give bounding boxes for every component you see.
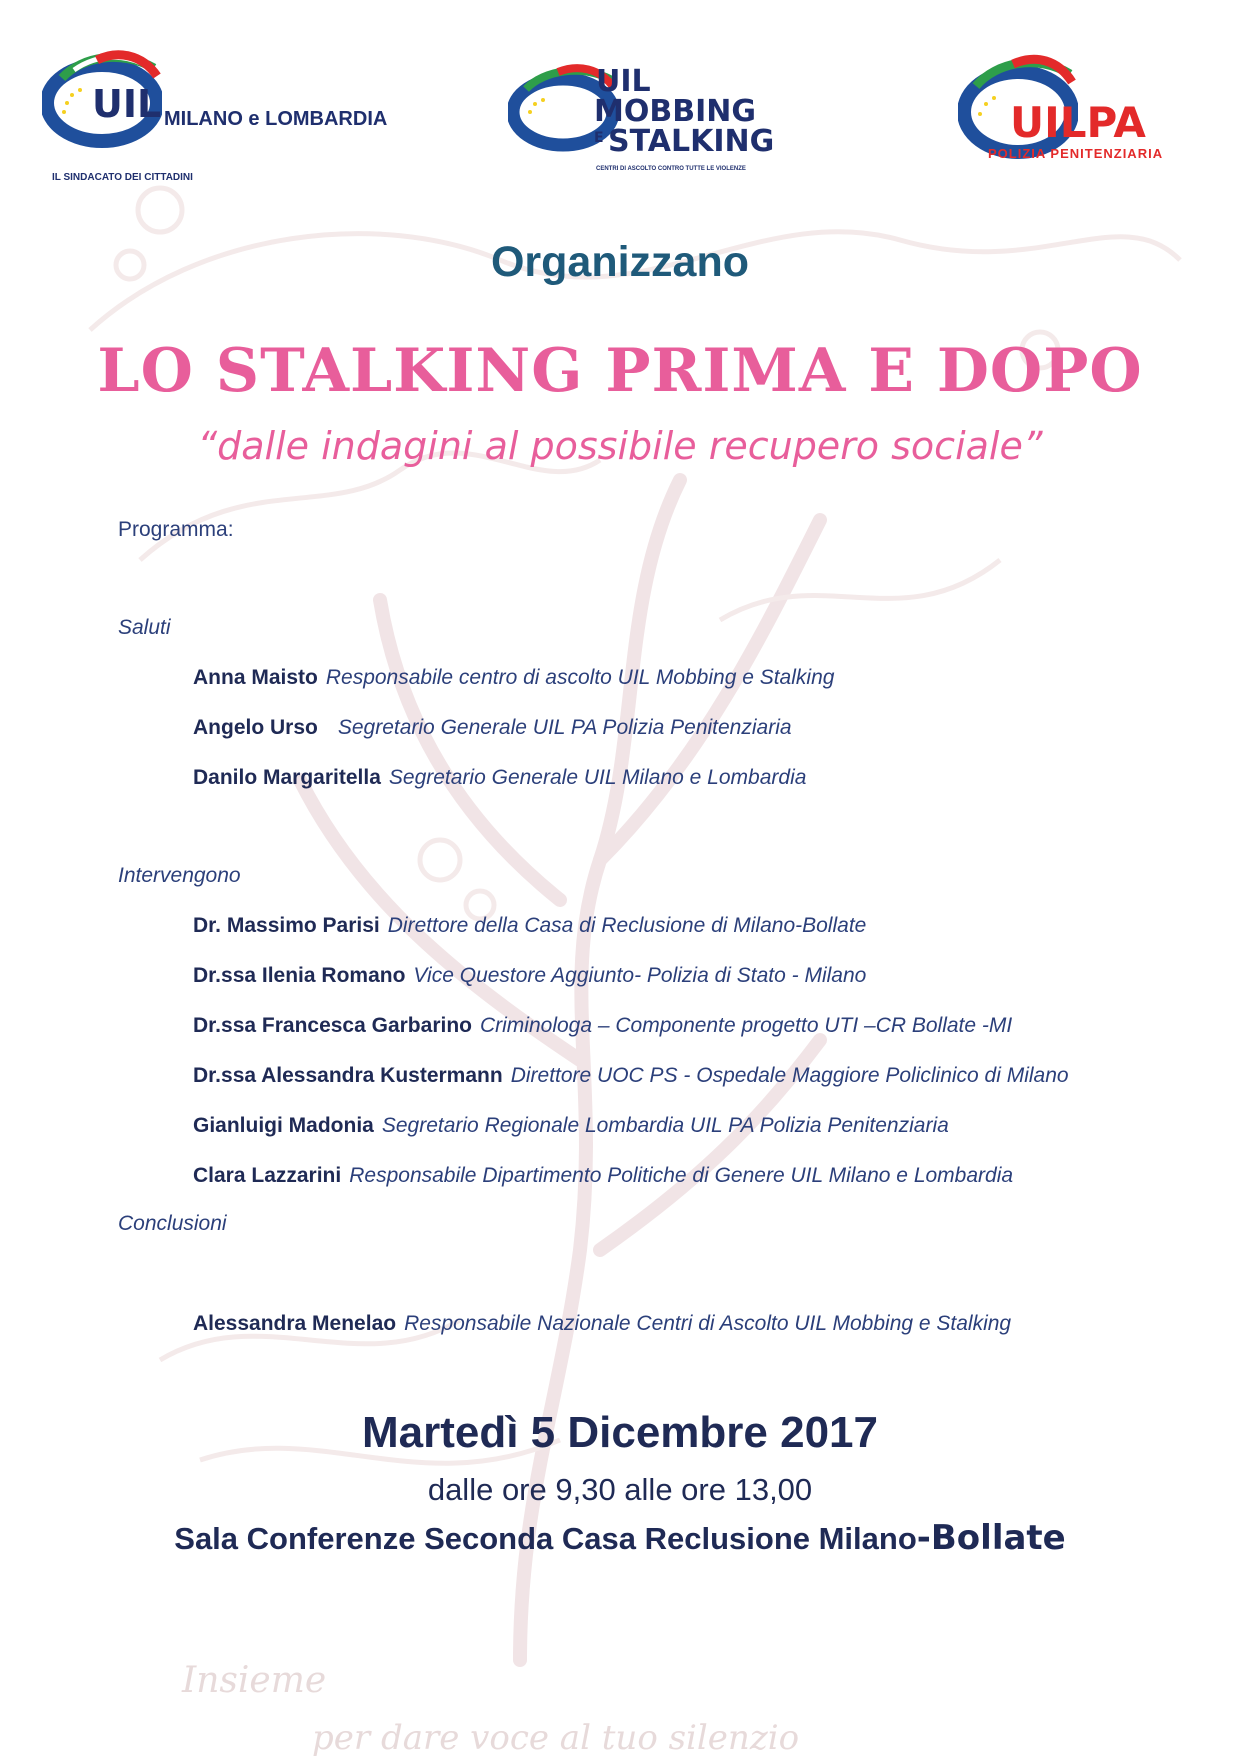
- speaker-name: Clara Lazzarini: [193, 1164, 342, 1187]
- speaker-row: [193, 1312, 1011, 1336]
- venue-name: Sala Conferenze Seconda Casa Reclusione Milano: [174, 1521, 917, 1556]
- speaker-role: Direttore della Casa di Reclusione di Milano-Bollate: [387, 914, 867, 937]
- speaker-role: Criminologa – Componente progetto UTI –CR Bollate -MI: [479, 1014, 1013, 1037]
- speaker-row: [193, 1064, 1069, 1088]
- speaker-row: [193, 964, 866, 988]
- speaker-name: Angelo Urso: [193, 716, 318, 739]
- uilpa-logo: [958, 50, 1164, 161]
- event-subtitle: “dalle indagini al possibile recupero sociale”: [197, 424, 1043, 468]
- speaker-name: Danilo Margaritella: [193, 766, 381, 789]
- speaker-row: [193, 1114, 949, 1138]
- speaker-role: Segretario Regionale Lombardia UIL PA Polizia Penitenziaria: [381, 1114, 949, 1137]
- event-date: Martedì 5 Dicembre 2017: [361, 1408, 879, 1457]
- section-heading-conclusioni: Conclusioni: [118, 1212, 227, 1235]
- uil-milano-region: MILANO e LOMBARDIA: [164, 108, 388, 130]
- uil-mobbing-line2: STALKING: [608, 124, 775, 159]
- speaker-name: Dr.ssa Alessandra Kustermann: [193, 1064, 503, 1087]
- speaker-row: [193, 716, 792, 740]
- venue-highlight: -Bollate: [916, 1518, 1066, 1558]
- uil-mobbing-stalking-logo: [508, 62, 775, 172]
- speaker-role: Direttore UOC PS - Ospedale Maggiore Policlinico di Milano: [510, 1064, 1069, 1087]
- speaker-name: Dr. Massimo Parisi: [193, 914, 380, 937]
- uil-mobbing-connector: E: [594, 130, 604, 146]
- event-time: dalle ore 9,30 alle ore 13,00: [427, 1472, 813, 1507]
- speaker-name: Gianluigi Madonia: [193, 1114, 374, 1137]
- speaker-role: Responsabile centro di ascolto UIL Mobbing e Stalking: [325, 666, 835, 689]
- watermark-text-slogan: per dare voce al tuo silenzio: [312, 1718, 800, 1758]
- uil-milano-logo: [42, 48, 388, 183]
- speaker-row: [193, 666, 834, 690]
- speaker-role: Responsabile Dipartimento Politiche di Genere UIL Milano e Lombardia: [349, 1164, 1014, 1187]
- uilpa-brand: UILPA: [1010, 98, 1146, 147]
- watermark-text-insieme: Insieme: [182, 1660, 327, 1701]
- uil-mobbing-tagline: CENTRI DI ASCOLTO CONTRO TUTTE LE VIOLENZE: [596, 166, 746, 172]
- speaker-name: Dr.ssa Francesca Garbarino: [193, 1014, 472, 1037]
- speaker-row: [193, 1014, 1012, 1038]
- speaker-name: Anna Maisto: [193, 666, 318, 689]
- speaker-role: Segretario Generale UIL Milano e Lombardia: [388, 766, 807, 789]
- speaker-name: Dr.ssa Ilenia Romano: [193, 964, 406, 987]
- event-venue: [0, 1518, 1240, 1558]
- speaker-row: [193, 1164, 1013, 1188]
- speaker-role: Responsabile Nazionale Centri di Ascolto UIL Mobbing e Stalking: [404, 1312, 1012, 1335]
- uil-milano-brand: UIL: [92, 82, 162, 126]
- speaker-name: Alessandra Menelao: [193, 1312, 397, 1335]
- uilpa-tagline: POLIZIA PENITENZIARIA: [988, 146, 1164, 161]
- uil-mobbing-brand: UIL: [596, 64, 651, 99]
- speaker-row: [193, 766, 806, 790]
- program-label: Programma:: [118, 518, 234, 541]
- section-heading-intervengono: Intervengono: [118, 864, 241, 887]
- speaker-role: Segretario Generale UIL PA Polizia Penitenziaria: [337, 716, 792, 739]
- event-title: LO STALKING PRIMA E DOPO: [97, 336, 1143, 406]
- section-heading-saluti: Saluti: [118, 616, 171, 639]
- speaker-row: [193, 914, 866, 938]
- uil-mobbing-line1: MOBBING: [594, 94, 756, 129]
- speaker-role: Vice Questore Aggiunto- Polizia di Stato - Milano: [413, 964, 867, 987]
- organizzano-heading: Organizzano: [490, 238, 750, 286]
- uil-milano-tagline: IL SINDACATO DEI CITTADINI: [52, 172, 193, 183]
